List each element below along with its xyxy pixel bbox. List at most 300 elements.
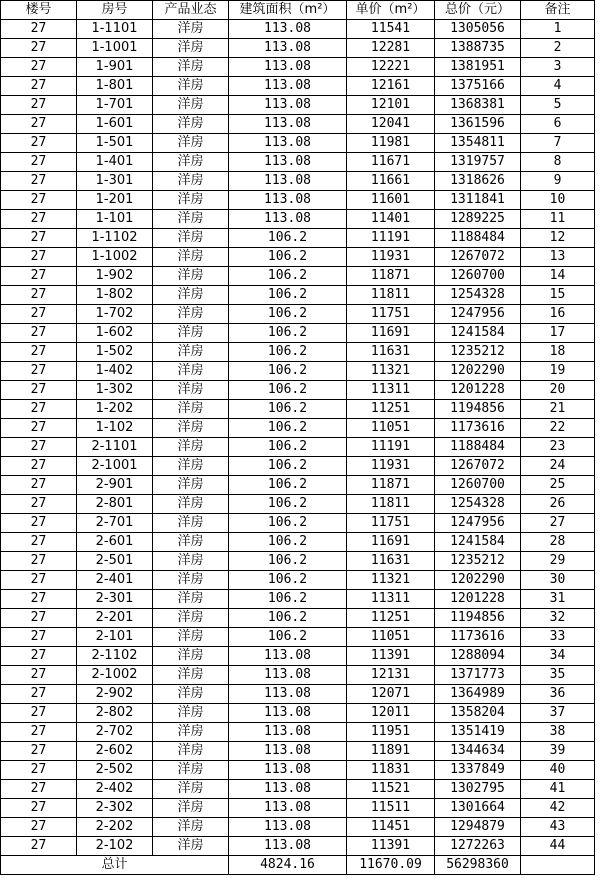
cell-unit-price: 11631 [347,552,435,571]
cell-room: 2-402 [77,780,153,799]
cell-area: 113.08 [229,818,347,837]
table-row [1,153,595,172]
cell-room: 1-902 [77,267,153,286]
cell-product-type: 洋房 [153,571,229,590]
cell-room: 2-701 [77,514,153,533]
cell-building: 27 [1,799,77,818]
cell-area: 113.08 [229,20,347,39]
cell-area: 106.2 [229,305,347,324]
cell-area: 106.2 [229,400,347,419]
cell-area: 113.08 [229,685,347,704]
cell-total-price: 1194856 [435,609,521,628]
cell-room: 2-1101 [77,438,153,457]
table-row [1,685,595,704]
cell-area: 106.2 [229,457,347,476]
cell-area: 106.2 [229,267,347,286]
cell-unit-price: 11051 [347,419,435,438]
cell-product-type: 洋房 [153,191,229,210]
cell-product-type: 洋房 [153,438,229,457]
cell-product-type: 洋房 [153,305,229,324]
cell-note: 19 [521,362,595,381]
cell-product-type: 洋房 [153,476,229,495]
cell-room: 1-1002 [77,248,153,267]
cell-building: 27 [1,837,77,856]
cell-area: 113.08 [229,77,347,96]
table-row [1,571,595,590]
cell-note: 32 [521,609,595,628]
cell-total-price: 1354811 [435,134,521,153]
cell-note: 20 [521,381,595,400]
cell-building: 27 [1,476,77,495]
table-row [1,666,595,685]
cell-unit-price: 11321 [347,571,435,590]
cell-area: 113.08 [229,115,347,134]
cell-total-price: 1371773 [435,666,521,685]
cell-room: 2-501 [77,552,153,571]
table-body [1,20,595,856]
cell-room: 2-1102 [77,647,153,666]
header-note: 备注 [521,1,595,20]
table-row [1,172,595,191]
cell-unit-price: 11311 [347,381,435,400]
cell-room: 1-202 [77,400,153,419]
cell-building: 27 [1,248,77,267]
table-row [1,39,595,58]
cell-area: 113.08 [229,780,347,799]
cell-building: 27 [1,267,77,286]
cell-unit-price: 12011 [347,704,435,723]
cell-note: 12 [521,229,595,248]
total-label: 总计 [1,856,229,875]
cell-room: 1-301 [77,172,153,191]
cell-note: 3 [521,58,595,77]
cell-building: 27 [1,419,77,438]
cell-area: 106.2 [229,286,347,305]
cell-building: 27 [1,818,77,837]
cell-area: 106.2 [229,248,347,267]
cell-note: 14 [521,267,595,286]
table-row [1,324,595,343]
cell-product-type: 洋房 [153,172,229,191]
cell-area: 106.2 [229,438,347,457]
cell-unit-price: 11601 [347,191,435,210]
cell-building: 27 [1,191,77,210]
cell-unit-price: 12221 [347,58,435,77]
cell-product-type: 洋房 [153,248,229,267]
cell-note: 7 [521,134,595,153]
cell-unit-price: 11311 [347,590,435,609]
cell-area: 113.08 [229,58,347,77]
cell-unit-price: 11751 [347,514,435,533]
cell-total-price: 1254328 [435,286,521,305]
cell-total-price: 1173616 [435,419,521,438]
cell-product-type: 洋房 [153,799,229,818]
cell-unit-price: 11391 [347,837,435,856]
cell-unit-price: 11391 [347,647,435,666]
cell-unit-price: 11811 [347,495,435,514]
cell-total-price: 1194856 [435,400,521,419]
cell-note: 5 [521,96,595,115]
cell-note: 26 [521,495,595,514]
cell-area: 106.2 [229,229,347,248]
cell-note: 36 [521,685,595,704]
cell-area: 113.08 [229,742,347,761]
cell-total-price: 1241584 [435,324,521,343]
cell-area: 113.08 [229,39,347,58]
table-row [1,77,595,96]
cell-note: 28 [521,533,595,552]
cell-unit-price: 11631 [347,343,435,362]
total-area: 4824.16 [229,856,347,875]
cell-room: 2-101 [77,628,153,647]
table-row [1,780,595,799]
cell-product-type: 洋房 [153,628,229,647]
cell-building: 27 [1,438,77,457]
table-row [1,286,595,305]
cell-total-price: 1267072 [435,248,521,267]
header-unit-price: 单价（m²） [347,1,435,20]
cell-unit-price: 11691 [347,533,435,552]
cell-building: 27 [1,153,77,172]
cell-product-type: 洋房 [153,267,229,286]
cell-note: 30 [521,571,595,590]
cell-room: 2-801 [77,495,153,514]
table-row [1,210,595,229]
cell-total-price: 1318626 [435,172,521,191]
cell-note: 29 [521,552,595,571]
cell-unit-price: 12281 [347,39,435,58]
cell-note: 40 [521,761,595,780]
cell-unit-price: 11931 [347,248,435,267]
cell-product-type: 洋房 [153,77,229,96]
cell-note: 24 [521,457,595,476]
cell-building: 27 [1,305,77,324]
cell-area: 106.2 [229,381,347,400]
cell-product-type: 洋房 [153,39,229,58]
cell-area: 106.2 [229,609,347,628]
cell-building: 27 [1,115,77,134]
cell-unit-price: 12131 [347,666,435,685]
cell-note: 41 [521,780,595,799]
table-row [1,20,595,39]
cell-unit-price: 12101 [347,96,435,115]
cell-area: 106.2 [229,419,347,438]
cell-room: 2-301 [77,590,153,609]
table-row [1,552,595,571]
cell-area: 113.08 [229,647,347,666]
cell-unit-price: 11541 [347,20,435,39]
cell-building: 27 [1,172,77,191]
cell-building: 27 [1,286,77,305]
cell-total-price: 1201228 [435,590,521,609]
cell-room: 2-1002 [77,666,153,685]
cell-unit-price: 11251 [347,609,435,628]
cell-note: 34 [521,647,595,666]
cell-product-type: 洋房 [153,818,229,837]
cell-room: 2-1001 [77,457,153,476]
cell-total-price: 1235212 [435,552,521,571]
cell-room: 1-401 [77,153,153,172]
cell-product-type: 洋房 [153,153,229,172]
cell-product-type: 洋房 [153,115,229,134]
cell-room: 1-901 [77,58,153,77]
cell-building: 27 [1,666,77,685]
cell-area: 113.08 [229,134,347,153]
cell-building: 27 [1,723,77,742]
cell-product-type: 洋房 [153,780,229,799]
cell-total-price: 1302795 [435,780,521,799]
cell-building: 27 [1,229,77,248]
cell-room: 2-302 [77,799,153,818]
table-row [1,134,595,153]
total-price: 56298360 [435,856,521,875]
cell-building: 27 [1,39,77,58]
cell-product-type: 洋房 [153,685,229,704]
cell-total-price: 1364989 [435,685,521,704]
cell-total-price: 1344634 [435,742,521,761]
cell-total-price: 1260700 [435,476,521,495]
cell-total-price: 1311841 [435,191,521,210]
cell-area: 106.2 [229,533,347,552]
cell-note: 17 [521,324,595,343]
table-row [1,419,595,438]
cell-area: 113.08 [229,210,347,229]
cell-total-price: 1294879 [435,818,521,837]
cell-area: 113.08 [229,153,347,172]
table-row [1,495,595,514]
cell-total-price: 1358204 [435,704,521,723]
cell-room: 2-802 [77,704,153,723]
cell-product-type: 洋房 [153,761,229,780]
cell-room: 1-302 [77,381,153,400]
cell-total-price: 1368381 [435,96,521,115]
table-row [1,248,595,267]
cell-total-price: 1289225 [435,210,521,229]
table-row [1,96,595,115]
cell-total-price: 1288094 [435,647,521,666]
cell-building: 27 [1,514,77,533]
cell-total-price: 1319757 [435,153,521,172]
cell-product-type: 洋房 [153,419,229,438]
table-row [1,628,595,647]
cell-note: 33 [521,628,595,647]
cell-building: 27 [1,457,77,476]
cell-note: 16 [521,305,595,324]
cell-room: 2-102 [77,837,153,856]
cell-area: 113.08 [229,704,347,723]
table-row [1,267,595,286]
cell-note: 15 [521,286,595,305]
cell-note: 4 [521,77,595,96]
cell-total-price: 1247956 [435,305,521,324]
cell-unit-price: 11871 [347,476,435,495]
cell-building: 27 [1,58,77,77]
cell-room: 1-501 [77,134,153,153]
cell-note: 8 [521,153,595,172]
cell-building: 27 [1,628,77,647]
cell-area: 106.2 [229,590,347,609]
cell-product-type: 洋房 [153,742,229,761]
cell-total-price: 1254328 [435,495,521,514]
cell-product-type: 洋房 [153,210,229,229]
cell-building: 27 [1,96,77,115]
cell-area: 106.2 [229,495,347,514]
table-row [1,115,595,134]
cell-note: 38 [521,723,595,742]
cell-note: 39 [521,742,595,761]
cell-total-price: 1361596 [435,115,521,134]
cell-room: 1-402 [77,362,153,381]
cell-unit-price: 11661 [347,172,435,191]
cell-product-type: 洋房 [153,552,229,571]
cell-room: 1-602 [77,324,153,343]
cell-product-type: 洋房 [153,381,229,400]
cell-unit-price: 11981 [347,134,435,153]
cell-room: 2-902 [77,685,153,704]
cell-area: 106.2 [229,628,347,647]
cell-area: 106.2 [229,362,347,381]
table-row [1,590,595,609]
cell-room: 1-601 [77,115,153,134]
table-row [1,343,595,362]
cell-area: 113.08 [229,837,347,856]
table-row [1,514,595,533]
table-row [1,229,595,248]
table-row [1,647,595,666]
cell-note: 44 [521,837,595,856]
table-row [1,761,595,780]
table-row [1,400,595,419]
cell-unit-price: 11191 [347,229,435,248]
header-total-price: 总价（元） [435,1,521,20]
cell-product-type: 洋房 [153,457,229,476]
cell-room: 1-1101 [77,20,153,39]
cell-total-price: 1388735 [435,39,521,58]
cell-area: 113.08 [229,172,347,191]
table-row [1,305,595,324]
cell-total-price: 1173616 [435,628,521,647]
cell-area: 113.08 [229,799,347,818]
cell-total-price: 1375166 [435,77,521,96]
table-row [1,381,595,400]
cell-unit-price: 11451 [347,818,435,837]
cell-product-type: 洋房 [153,533,229,552]
cell-room: 2-601 [77,533,153,552]
cell-total-price: 1351419 [435,723,521,742]
cell-room: 2-602 [77,742,153,761]
cell-note: 21 [521,400,595,419]
cell-unit-price: 11931 [347,457,435,476]
cell-unit-price: 11691 [347,324,435,343]
cell-total-price: 1241584 [435,533,521,552]
cell-building: 27 [1,210,77,229]
cell-area: 106.2 [229,324,347,343]
cell-product-type: 洋房 [153,96,229,115]
cell-product-type: 洋房 [153,400,229,419]
cell-area: 106.2 [229,343,347,362]
table-row [1,191,595,210]
cell-total-price: 1305056 [435,20,521,39]
header-row [1,1,595,20]
cell-product-type: 洋房 [153,286,229,305]
cell-product-type: 洋房 [153,514,229,533]
cell-total-price: 1188484 [435,229,521,248]
cell-area: 106.2 [229,476,347,495]
cell-building: 27 [1,761,77,780]
table-row [1,58,595,77]
cell-note: 42 [521,799,595,818]
cell-room: 1-802 [77,286,153,305]
cell-building: 27 [1,324,77,343]
cell-building: 27 [1,571,77,590]
cell-area: 113.08 [229,666,347,685]
cell-room: 1-101 [77,210,153,229]
cell-unit-price: 12071 [347,685,435,704]
cell-total-price: 1201228 [435,381,521,400]
cell-note: 6 [521,115,595,134]
cell-total-price: 1337849 [435,761,521,780]
cell-building: 27 [1,495,77,514]
cell-note: 22 [521,419,595,438]
cell-note: 1 [521,20,595,39]
cell-unit-price: 11251 [347,400,435,419]
cell-note: 23 [521,438,595,457]
cell-unit-price: 11321 [347,362,435,381]
cell-unit-price: 11751 [347,305,435,324]
table-row [1,799,595,818]
cell-area: 113.08 [229,191,347,210]
cell-unit-price: 11401 [347,210,435,229]
total-unit-price: 11670.09 [347,856,435,875]
cell-unit-price: 11891 [347,742,435,761]
table-row [1,457,595,476]
cell-area: 106.2 [229,514,347,533]
cell-note: 11 [521,210,595,229]
cell-total-price: 1235212 [435,343,521,362]
header-area: 建筑面积（m²） [229,1,347,20]
cell-total-price: 1202290 [435,362,521,381]
cell-building: 27 [1,609,77,628]
cell-building: 27 [1,704,77,723]
cell-product-type: 洋房 [153,134,229,153]
table-row [1,609,595,628]
cell-note: 43 [521,818,595,837]
cell-product-type: 洋房 [153,324,229,343]
cell-building: 27 [1,590,77,609]
cell-product-type: 洋房 [153,609,229,628]
cell-unit-price: 11511 [347,799,435,818]
cell-total-price: 1202290 [435,571,521,590]
cell-product-type: 洋房 [153,495,229,514]
table-row [1,476,595,495]
cell-unit-price: 11521 [347,780,435,799]
cell-note: 37 [521,704,595,723]
cell-note: 10 [521,191,595,210]
cell-note: 9 [521,172,595,191]
cell-product-type: 洋房 [153,590,229,609]
cell-total-price: 1272263 [435,837,521,856]
cell-room: 2-401 [77,571,153,590]
cell-building: 27 [1,742,77,761]
cell-building: 27 [1,647,77,666]
cell-unit-price: 11951 [347,723,435,742]
cell-unit-price: 11191 [347,438,435,457]
cell-area: 113.08 [229,723,347,742]
cell-product-type: 洋房 [153,704,229,723]
cell-area: 113.08 [229,96,347,115]
cell-total-price: 1247956 [435,514,521,533]
table-row [1,818,595,837]
